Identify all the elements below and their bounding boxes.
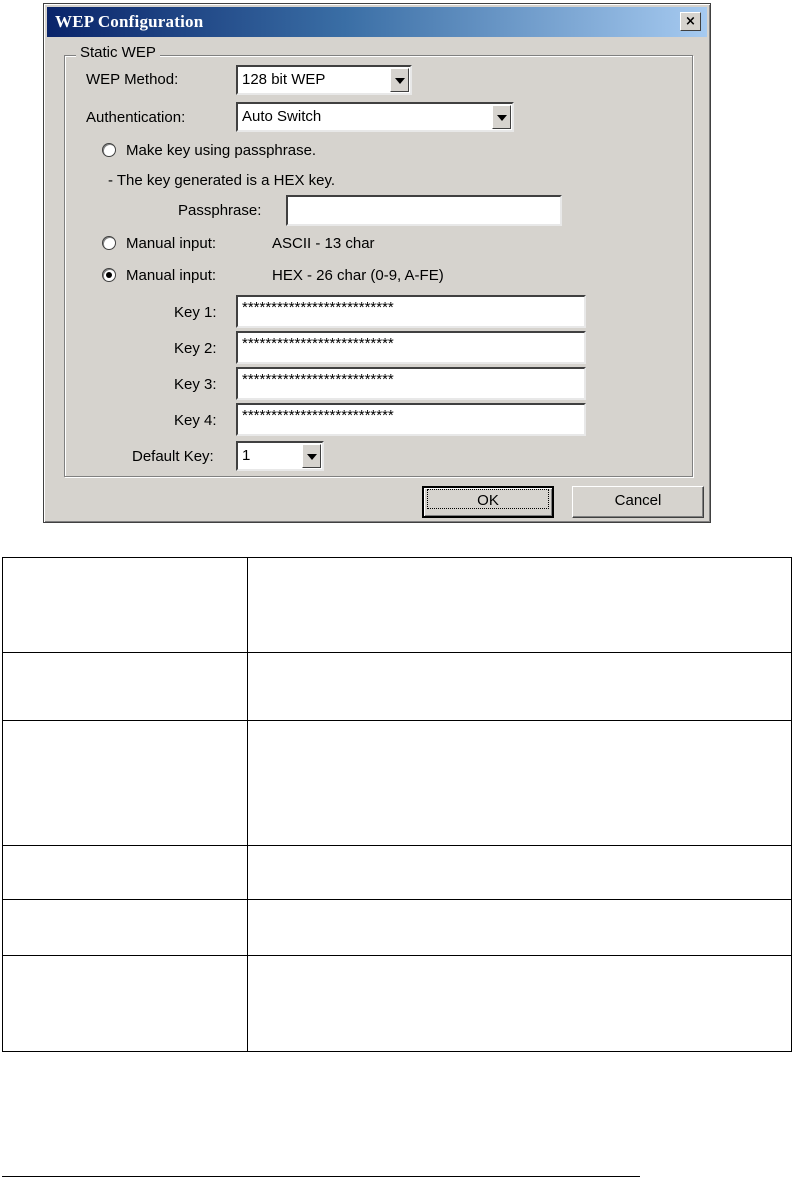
key-3-input[interactable]: ************************** <box>236 367 586 400</box>
dialog-title: WEP Configuration <box>55 12 204 31</box>
passphrase-input[interactable] <box>286 195 562 226</box>
wep-configuration-dialog <box>43 3 711 523</box>
table-row <box>3 721 792 846</box>
key-3-label: Key 3: <box>174 376 217 393</box>
key-2-label: Key 2: <box>174 340 217 357</box>
key-1-input[interactable]: ************************** <box>236 295 586 328</box>
cancel-button[interactable] <box>572 486 704 518</box>
table-row <box>3 900 792 956</box>
wep-method-label: WEP Method: <box>86 71 179 88</box>
passphrase-label: Passphrase: <box>178 202 262 219</box>
manual-ascii-format: ASCII - 13 char <box>272 235 375 252</box>
passphrase-radio[interactable] <box>102 143 116 157</box>
cancel-button-label: Cancel <box>614 492 662 509</box>
manual-ascii-label: Manual input: <box>126 235 217 252</box>
key-4-input[interactable]: ************************** <box>236 403 586 436</box>
description-table <box>2 557 792 1052</box>
wep-method-value: 128 bit WEP <box>242 71 326 88</box>
default-key-select[interactable] <box>236 441 324 471</box>
table-cell <box>3 846 248 900</box>
manual-hex-label: Manual input: <box>126 267 217 284</box>
table-cell <box>248 900 792 956</box>
default-key-label: Default Key: <box>132 448 214 465</box>
table-row <box>3 956 792 1052</box>
passphrase-note: - The key generated is a HEX key. <box>108 172 336 189</box>
passphrase-radio-label: Make key using passphrase. <box>126 142 317 159</box>
close-button[interactable] <box>680 12 701 31</box>
ok-button-label: OK <box>427 489 549 509</box>
table-cell <box>248 558 792 653</box>
manual-ascii-radio[interactable] <box>102 236 116 250</box>
title-bar[interactable] <box>47 7 707 37</box>
table-cell <box>248 846 792 900</box>
chevron-down-icon[interactable] <box>302 444 321 468</box>
key-1-label: Key 1: <box>174 304 217 321</box>
table-cell <box>248 721 792 846</box>
key-4-label: Key 4: <box>174 412 217 429</box>
table-row <box>3 558 792 653</box>
manual-hex-format: HEX - 26 char (0-9, A-FE) <box>272 267 444 284</box>
authentication-select[interactable] <box>236 102 514 132</box>
table-row <box>3 846 792 900</box>
close-icon: × <box>685 14 696 29</box>
default-key-value: 1 <box>242 447 251 464</box>
key-2-input[interactable]: ************************** <box>236 331 586 364</box>
table-cell <box>3 900 248 956</box>
chevron-down-icon[interactable] <box>390 68 409 92</box>
table-cell <box>3 558 248 653</box>
wep-method-select[interactable] <box>236 65 412 95</box>
table-cell <box>3 956 248 1052</box>
manual-hex-radio[interactable] <box>102 268 116 282</box>
table-cell <box>3 653 248 721</box>
table-cell <box>248 653 792 721</box>
ok-button[interactable] <box>422 486 554 518</box>
chevron-down-icon[interactable] <box>492 105 511 129</box>
table-cell <box>248 956 792 1052</box>
table-row <box>3 653 792 721</box>
authentication-label: Authentication: <box>86 109 186 126</box>
authentication-value: Auto Switch <box>242 108 322 125</box>
static-wep-group-label: Static WEP <box>76 44 160 61</box>
table-cell <box>3 721 248 846</box>
